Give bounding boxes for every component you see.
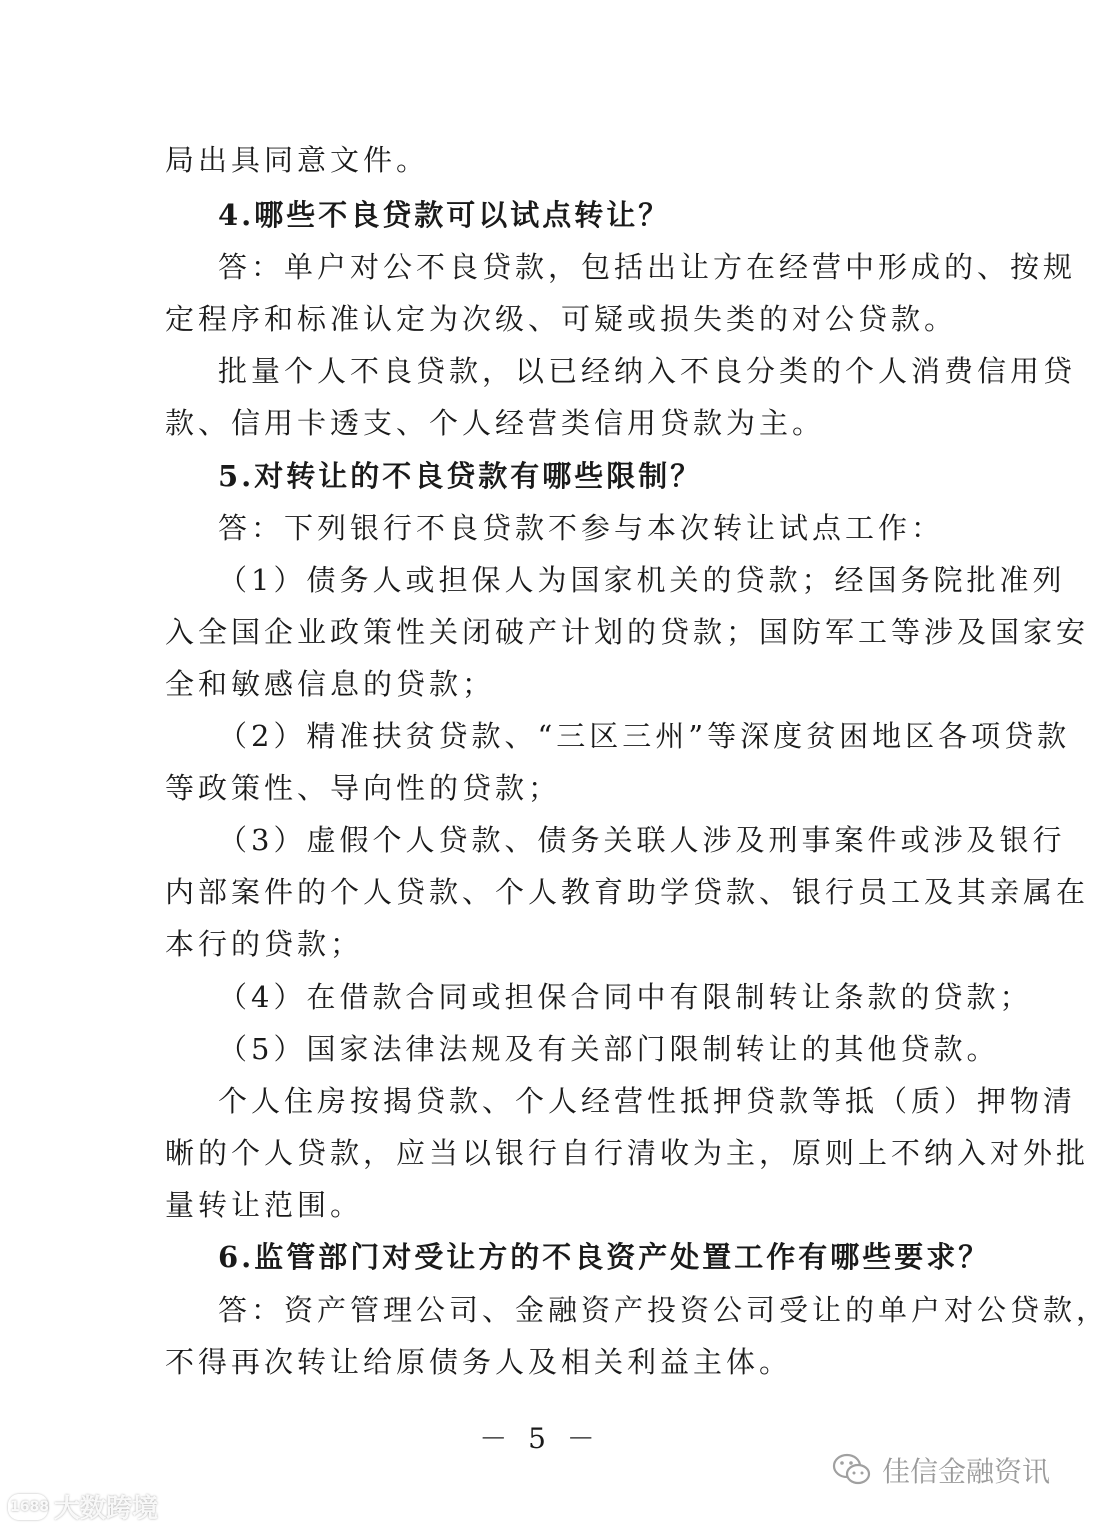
paragraph-line: 入全国企业政策性关闭破产计划的贷款；国防军工等涉及国家安 bbox=[165, 615, 1090, 649]
paragraph-line: 不得再次转让给原债务人及相关利益主体。 bbox=[165, 1345, 793, 1379]
paragraph-line: 个人住房按揭贷款、个人经营性抵押贷款等抵（质）押物清 bbox=[218, 1084, 1077, 1118]
paragraph-line: 局出具同意文件。 bbox=[165, 143, 430, 177]
paragraph-line: 晰的个人贷款，应当以银行自行清收为主，原则上不纳入对外批 bbox=[165, 1136, 1090, 1170]
paragraph-line: 全和敏感信息的贷款； bbox=[165, 667, 496, 701]
paragraph-line: 内部案件的个人贷款、个人教育助学贷款、银行员工及其亲属在 bbox=[165, 875, 1090, 909]
platform-logo: 1688 bbox=[8, 1494, 48, 1520]
platform-watermark bbox=[8, 1488, 158, 1525]
paragraph-line: 量转让范围。 bbox=[165, 1188, 364, 1222]
paragraph-line: （5）国家法律法规及有关部门限制转让的其他贷款。 bbox=[218, 1032, 1000, 1066]
paragraph-line: （1）债务人或担保人为国家机关的贷款；经国务院批准列 bbox=[218, 563, 1066, 597]
paragraph-line: （2）精准扶贫贷款、“三区三州”等深度贫困地区各项贷款 bbox=[218, 719, 1071, 753]
paragraph-line: 批量个人不良贷款，以已经纳入不良分类的个人消费信用贷 bbox=[218, 354, 1077, 388]
paragraph-line: （4）在借款合同或担保合同中有限制转让条款的贷款； bbox=[218, 980, 1033, 1014]
paragraph-line: 定程序和标准认定为次级、可疑或损失类的对公贷款。 bbox=[165, 302, 958, 336]
section-heading: 4.哪些不良贷款可以试点转让？ bbox=[218, 198, 671, 232]
section-heading: 6.监管部门对受让方的不良资产处置工作有哪些要求？ bbox=[218, 1240, 991, 1274]
paragraph-line: 答：单户对公不良贷款，包括出让方在经营中形成的、按规 bbox=[218, 250, 1077, 284]
source-watermark bbox=[832, 1450, 1050, 1490]
source-name: 佳信金融资讯 bbox=[881, 1455, 1050, 1488]
paragraph-line: 答：资产管理公司、金融资产投资公司受让的单户对公贷款， bbox=[218, 1293, 1109, 1327]
paragraph-line: 款、信用卡透支、个人经营类信用贷款为主。 bbox=[165, 406, 826, 440]
paragraph-line: 等政策性、导向性的贷款； bbox=[165, 771, 562, 805]
paragraph-line: 答：下列银行不良贷款不参与本次转让试点工作： bbox=[218, 511, 945, 545]
section-heading: 5.对转让的不良贷款有哪些限制？ bbox=[218, 459, 703, 493]
paragraph-line: （3）虚假个人贷款、债务关联人涉及刑事案件或涉及银行 bbox=[218, 823, 1066, 857]
page-number: － 5 － bbox=[479, 1422, 601, 1455]
platform-name: 大数跨境 bbox=[54, 1494, 159, 1524]
paragraph-line: 本行的贷款； bbox=[165, 927, 364, 961]
wechat-icon bbox=[832, 1453, 872, 1487]
